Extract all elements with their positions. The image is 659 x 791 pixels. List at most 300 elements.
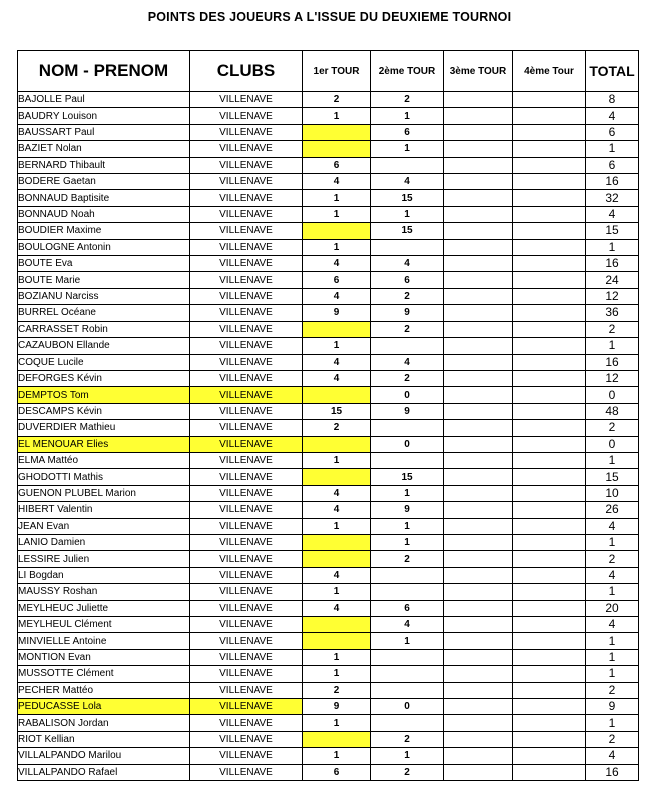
cell-round-3[interactable] — [444, 584, 513, 600]
cell-round-2[interactable] — [371, 567, 444, 583]
cell-club[interactable]: VILLENAVE — [190, 551, 303, 567]
cell-total[interactable]: 4 — [586, 617, 639, 633]
cell-club[interactable]: VILLENAVE — [190, 223, 303, 239]
cell-name[interactable]: MEYLHEUL Clément — [18, 617, 190, 633]
cell-total[interactable]: 1 — [586, 633, 639, 649]
cell-round-1[interactable]: 2 — [303, 682, 371, 698]
cell-name[interactable]: PECHER Mattéo — [18, 682, 190, 698]
cell-name[interactable]: BOUTE Eva — [18, 256, 190, 272]
cell-round-4[interactable] — [513, 469, 586, 485]
cell-name[interactable]: DEFORGES Kévin — [18, 370, 190, 386]
cell-name[interactable]: BODERE Gaetan — [18, 174, 190, 190]
cell-round-2[interactable]: 9 — [371, 305, 444, 321]
cell-round-3[interactable] — [444, 239, 513, 255]
cell-round-3[interactable] — [444, 551, 513, 567]
cell-round-2[interactable]: 2 — [371, 551, 444, 567]
cell-round-1[interactable]: 4 — [303, 567, 371, 583]
cell-club[interactable]: VILLENAVE — [190, 715, 303, 731]
cell-round-3[interactable] — [444, 108, 513, 124]
cell-round-2[interactable]: 1 — [371, 206, 444, 222]
cell-round-1[interactable]: 6 — [303, 272, 371, 288]
cell-name[interactable]: DESCAMPS Kévin — [18, 403, 190, 419]
cell-name[interactable]: BAJOLLE Paul — [18, 92, 190, 108]
cell-round-1[interactable]: 1 — [303, 338, 371, 354]
cell-round-4[interactable] — [513, 288, 586, 304]
cell-name[interactable]: MINVIELLE Antoine — [18, 633, 190, 649]
cell-total[interactable]: 12 — [586, 288, 639, 304]
cell-club[interactable]: VILLENAVE — [190, 617, 303, 633]
cell-name[interactable]: PEDUCASSE Lola — [18, 699, 190, 715]
cell-name[interactable]: LESSIRE Julien — [18, 551, 190, 567]
cell-total[interactable]: 2 — [586, 321, 639, 337]
cell-name[interactable]: GHODOTTI Mathis — [18, 469, 190, 485]
header-round-3[interactable]: 3ème TOUR — [444, 51, 513, 92]
cell-round-2[interactable] — [371, 420, 444, 436]
cell-round-4[interactable] — [513, 92, 586, 108]
cell-total[interactable]: 16 — [586, 256, 639, 272]
cell-round-3[interactable] — [444, 354, 513, 370]
cell-round-2[interactable]: 1 — [371, 748, 444, 764]
cell-round-2[interactable] — [371, 157, 444, 173]
cell-round-2[interactable]: 2 — [371, 370, 444, 386]
cell-round-2[interactable]: 4 — [371, 354, 444, 370]
cell-club[interactable]: VILLENAVE — [190, 190, 303, 206]
cell-round-4[interactable] — [513, 190, 586, 206]
cell-club[interactable]: VILLENAVE — [190, 370, 303, 386]
cell-total[interactable]: 24 — [586, 272, 639, 288]
cell-round-2[interactable]: 4 — [371, 256, 444, 272]
cell-name[interactable]: COQUE Lucile — [18, 354, 190, 370]
cell-name[interactable]: DUVERDIER Mathieu — [18, 420, 190, 436]
cell-name[interactable]: BOUTE Marie — [18, 272, 190, 288]
cell-total[interactable]: 1 — [586, 534, 639, 550]
cell-round-2[interactable] — [371, 666, 444, 682]
cell-round-1[interactable]: 1 — [303, 108, 371, 124]
cell-name[interactable]: CAZAUBON Ellande — [18, 338, 190, 354]
cell-total[interactable]: 6 — [586, 157, 639, 173]
cell-round-4[interactable] — [513, 551, 586, 567]
cell-name[interactable]: MAUSSY Roshan — [18, 584, 190, 600]
cell-name[interactable]: RABALISON Jordan — [18, 715, 190, 731]
cell-round-4[interactable] — [513, 338, 586, 354]
cell-round-2[interactable]: 4 — [371, 617, 444, 633]
cell-round-4[interactable] — [513, 305, 586, 321]
cell-total[interactable]: 0 — [586, 436, 639, 452]
cell-club[interactable]: VILLENAVE — [190, 256, 303, 272]
cell-club[interactable]: VILLENAVE — [190, 420, 303, 436]
cell-round-4[interactable] — [513, 436, 586, 452]
cell-name[interactable]: BONNAUD Baptisite — [18, 190, 190, 206]
cell-round-3[interactable] — [444, 600, 513, 616]
cell-name[interactable]: VILLALPANDO Rafael — [18, 764, 190, 780]
header-club[interactable]: CLUBS — [190, 51, 303, 92]
cell-round-1[interactable]: 1 — [303, 452, 371, 468]
cell-round-3[interactable] — [444, 715, 513, 731]
cell-name[interactable]: EL MENOUAR Elies — [18, 436, 190, 452]
cell-total[interactable]: 1 — [586, 452, 639, 468]
cell-club[interactable]: VILLENAVE — [190, 124, 303, 140]
cell-round-4[interactable] — [513, 403, 586, 419]
cell-round-2[interactable]: 1 — [371, 141, 444, 157]
cell-club[interactable]: VILLENAVE — [190, 682, 303, 698]
cell-round-1[interactable]: 1 — [303, 748, 371, 764]
cell-name[interactable]: VILLALPANDO Marilou — [18, 748, 190, 764]
cell-name[interactable]: LANIO Damien — [18, 534, 190, 550]
cell-name[interactable]: MEYLHEUC Juliette — [18, 600, 190, 616]
cell-round-4[interactable] — [513, 485, 586, 501]
cell-name[interactable]: BOZIANU Narciss — [18, 288, 190, 304]
cell-club[interactable]: VILLENAVE — [190, 288, 303, 304]
cell-round-3[interactable] — [444, 174, 513, 190]
cell-round-4[interactable] — [513, 534, 586, 550]
cell-round-4[interactable] — [513, 206, 586, 222]
cell-total[interactable]: 16 — [586, 764, 639, 780]
cell-round-3[interactable] — [444, 436, 513, 452]
cell-round-4[interactable] — [513, 567, 586, 583]
cell-round-3[interactable] — [444, 305, 513, 321]
cell-club[interactable]: VILLENAVE — [190, 518, 303, 534]
cell-round-3[interactable] — [444, 731, 513, 747]
cell-round-3[interactable] — [444, 699, 513, 715]
cell-round-3[interactable] — [444, 141, 513, 157]
cell-club[interactable]: VILLENAVE — [190, 321, 303, 337]
cell-round-1[interactable] — [303, 436, 371, 452]
cell-round-1[interactable]: 1 — [303, 239, 371, 255]
cell-round-1[interactable]: 15 — [303, 403, 371, 419]
cell-total[interactable]: 1 — [586, 666, 639, 682]
cell-total[interactable]: 48 — [586, 403, 639, 419]
cell-round-2[interactable]: 1 — [371, 633, 444, 649]
cell-name[interactable]: CARRASSET Robin — [18, 321, 190, 337]
cell-round-3[interactable] — [444, 387, 513, 403]
cell-name[interactable]: MUSSOTTE Clément — [18, 666, 190, 682]
cell-club[interactable]: VILLENAVE — [190, 108, 303, 124]
cell-round-3[interactable] — [444, 748, 513, 764]
cell-round-2[interactable]: 9 — [371, 403, 444, 419]
cell-round-3[interactable] — [444, 617, 513, 633]
cell-round-4[interactable] — [513, 174, 586, 190]
cell-round-1[interactable]: 1 — [303, 584, 371, 600]
cell-round-4[interactable] — [513, 354, 586, 370]
cell-club[interactable]: VILLENAVE — [190, 534, 303, 550]
cell-round-1[interactable] — [303, 469, 371, 485]
cell-round-2[interactable]: 2 — [371, 764, 444, 780]
cell-round-2[interactable]: 15 — [371, 223, 444, 239]
cell-round-1[interactable] — [303, 223, 371, 239]
cell-round-3[interactable] — [444, 682, 513, 698]
cell-round-4[interactable] — [513, 239, 586, 255]
cell-round-4[interactable] — [513, 666, 586, 682]
cell-round-4[interactable] — [513, 715, 586, 731]
cell-name[interactable]: BERNARD Thibault — [18, 157, 190, 173]
cell-total[interactable]: 26 — [586, 502, 639, 518]
cell-round-3[interactable] — [444, 190, 513, 206]
cell-round-1[interactable] — [303, 534, 371, 550]
cell-total[interactable]: 4 — [586, 567, 639, 583]
cell-round-2[interactable]: 2 — [371, 321, 444, 337]
cell-round-1[interactable] — [303, 731, 371, 747]
cell-total[interactable]: 36 — [586, 305, 639, 321]
cell-round-1[interactable]: 9 — [303, 699, 371, 715]
cell-round-1[interactable] — [303, 387, 371, 403]
cell-total[interactable]: 20 — [586, 600, 639, 616]
cell-round-4[interactable] — [513, 256, 586, 272]
cell-name[interactable]: BOUDIER Maxime — [18, 223, 190, 239]
cell-round-1[interactable]: 4 — [303, 354, 371, 370]
cell-round-4[interactable] — [513, 731, 586, 747]
cell-round-2[interactable] — [371, 338, 444, 354]
cell-total[interactable]: 32 — [586, 190, 639, 206]
cell-round-1[interactable]: 9 — [303, 305, 371, 321]
cell-total[interactable]: 9 — [586, 699, 639, 715]
cell-club[interactable]: VILLENAVE — [190, 633, 303, 649]
cell-total[interactable]: 4 — [586, 748, 639, 764]
cell-round-3[interactable] — [444, 92, 513, 108]
cell-round-4[interactable] — [513, 370, 586, 386]
cell-round-1[interactable]: 4 — [303, 288, 371, 304]
cell-round-1[interactable] — [303, 617, 371, 633]
cell-round-3[interactable] — [444, 534, 513, 550]
cell-round-2[interactable]: 0 — [371, 436, 444, 452]
cell-club[interactable]: VILLENAVE — [190, 157, 303, 173]
cell-club[interactable]: VILLENAVE — [190, 436, 303, 452]
cell-round-1[interactable]: 6 — [303, 157, 371, 173]
cell-name[interactable]: RIOT Kellian — [18, 731, 190, 747]
cell-round-1[interactable] — [303, 633, 371, 649]
cell-round-4[interactable] — [513, 157, 586, 173]
cell-name[interactable]: LI Bogdan — [18, 567, 190, 583]
cell-round-3[interactable] — [444, 502, 513, 518]
cell-round-1[interactable]: 1 — [303, 190, 371, 206]
cell-round-3[interactable] — [444, 452, 513, 468]
cell-club[interactable]: VILLENAVE — [190, 305, 303, 321]
cell-round-4[interactable] — [513, 649, 586, 665]
cell-round-2[interactable]: 15 — [371, 190, 444, 206]
cell-total[interactable]: 15 — [586, 223, 639, 239]
cell-name[interactable]: DEMPTOS Tom — [18, 387, 190, 403]
cell-round-3[interactable] — [444, 420, 513, 436]
cell-total[interactable]: 8 — [586, 92, 639, 108]
header-round-4[interactable]: 4ème Tour — [513, 51, 586, 92]
cell-club[interactable]: VILLENAVE — [190, 764, 303, 780]
cell-total[interactable]: 0 — [586, 387, 639, 403]
cell-name[interactable]: HIBERT Valentin — [18, 502, 190, 518]
cell-name[interactable]: BAZIET Nolan — [18, 141, 190, 157]
cell-round-2[interactable] — [371, 239, 444, 255]
cell-name[interactable]: JEAN Evan — [18, 518, 190, 534]
cell-name[interactable]: GUENON PLUBEL Marion — [18, 485, 190, 501]
cell-round-3[interactable] — [444, 124, 513, 140]
cell-club[interactable]: VILLENAVE — [190, 600, 303, 616]
cell-club[interactable]: VILLENAVE — [190, 92, 303, 108]
cell-round-1[interactable]: 1 — [303, 715, 371, 731]
cell-round-4[interactable] — [513, 502, 586, 518]
cell-name[interactable]: MONTION Evan — [18, 649, 190, 665]
cell-round-4[interactable] — [513, 223, 586, 239]
cell-round-1[interactable]: 4 — [303, 256, 371, 272]
cell-round-3[interactable] — [444, 403, 513, 419]
cell-total[interactable]: 15 — [586, 469, 639, 485]
cell-round-1[interactable] — [303, 551, 371, 567]
cell-round-3[interactable] — [444, 223, 513, 239]
cell-name[interactable]: BOULOGNE Antonin — [18, 239, 190, 255]
cell-club[interactable]: VILLENAVE — [190, 649, 303, 665]
cell-round-4[interactable] — [513, 141, 586, 157]
cell-total[interactable]: 1 — [586, 584, 639, 600]
cell-total[interactable]: 16 — [586, 354, 639, 370]
cell-club[interactable]: VILLENAVE — [190, 502, 303, 518]
cell-round-1[interactable]: 1 — [303, 518, 371, 534]
cell-club[interactable]: VILLENAVE — [190, 174, 303, 190]
cell-round-2[interactable]: 15 — [371, 469, 444, 485]
cell-club[interactable]: VILLENAVE — [190, 403, 303, 419]
cell-round-1[interactable]: 6 — [303, 764, 371, 780]
cell-club[interactable]: VILLENAVE — [190, 748, 303, 764]
cell-round-4[interactable] — [513, 124, 586, 140]
cell-club[interactable]: VILLENAVE — [190, 567, 303, 583]
cell-club[interactable]: VILLENAVE — [190, 731, 303, 747]
cell-round-4[interactable] — [513, 682, 586, 698]
cell-round-4[interactable] — [513, 108, 586, 124]
cell-round-2[interactable]: 4 — [371, 174, 444, 190]
cell-round-3[interactable] — [444, 272, 513, 288]
cell-round-1[interactable]: 4 — [303, 600, 371, 616]
cell-name[interactable]: BURREL Océane — [18, 305, 190, 321]
cell-round-4[interactable] — [513, 600, 586, 616]
cell-total[interactable]: 10 — [586, 485, 639, 501]
cell-round-3[interactable] — [444, 256, 513, 272]
cell-round-2[interactable]: 2 — [371, 92, 444, 108]
cell-round-3[interactable] — [444, 370, 513, 386]
cell-round-3[interactable] — [444, 633, 513, 649]
cell-round-2[interactable]: 2 — [371, 288, 444, 304]
cell-total[interactable]: 1 — [586, 715, 639, 731]
cell-round-1[interactable]: 1 — [303, 666, 371, 682]
cell-round-2[interactable]: 1 — [371, 534, 444, 550]
header-round-1[interactable]: 1er TOUR — [303, 51, 371, 92]
cell-round-3[interactable] — [444, 469, 513, 485]
cell-club[interactable]: VILLENAVE — [190, 141, 303, 157]
cell-total[interactable]: 2 — [586, 420, 639, 436]
cell-round-3[interactable] — [444, 157, 513, 173]
cell-name[interactable]: BAUDRY Louison — [18, 108, 190, 124]
header-total[interactable]: TOTAL — [586, 51, 639, 92]
cell-name[interactable]: ELMA Mattéo — [18, 452, 190, 468]
cell-round-3[interactable] — [444, 288, 513, 304]
cell-round-1[interactable]: 4 — [303, 485, 371, 501]
cell-round-1[interactable]: 2 — [303, 420, 371, 436]
cell-round-2[interactable] — [371, 649, 444, 665]
cell-round-1[interactable] — [303, 124, 371, 140]
cell-round-4[interactable] — [513, 452, 586, 468]
cell-round-2[interactable] — [371, 452, 444, 468]
cell-round-4[interactable] — [513, 518, 586, 534]
cell-total[interactable]: 2 — [586, 731, 639, 747]
cell-round-1[interactable]: 4 — [303, 502, 371, 518]
cell-total[interactable]: 12 — [586, 370, 639, 386]
cell-total[interactable]: 6 — [586, 124, 639, 140]
cell-round-1[interactable]: 1 — [303, 206, 371, 222]
cell-name[interactable]: BONNAUD Noah — [18, 206, 190, 222]
cell-round-4[interactable] — [513, 584, 586, 600]
cell-round-2[interactable]: 1 — [371, 518, 444, 534]
cell-club[interactable]: VILLENAVE — [190, 354, 303, 370]
cell-total[interactable]: 4 — [586, 108, 639, 124]
cell-club[interactable]: VILLENAVE — [190, 338, 303, 354]
cell-round-4[interactable] — [513, 633, 586, 649]
cell-round-2[interactable]: 6 — [371, 600, 444, 616]
cell-name[interactable]: BAUSSART Paul — [18, 124, 190, 140]
cell-round-2[interactable]: 6 — [371, 272, 444, 288]
cell-round-1[interactable]: 2 — [303, 92, 371, 108]
cell-club[interactable]: VILLENAVE — [190, 452, 303, 468]
cell-round-1[interactable] — [303, 321, 371, 337]
cell-total[interactable]: 4 — [586, 206, 639, 222]
cell-round-3[interactable] — [444, 649, 513, 665]
cell-round-2[interactable]: 6 — [371, 124, 444, 140]
cell-total[interactable]: 1 — [586, 239, 639, 255]
cell-round-1[interactable]: 1 — [303, 649, 371, 665]
cell-round-1[interactable]: 4 — [303, 174, 371, 190]
cell-round-2[interactable]: 1 — [371, 108, 444, 124]
cell-round-4[interactable] — [513, 699, 586, 715]
cell-round-4[interactable] — [513, 748, 586, 764]
cell-round-2[interactable]: 0 — [371, 387, 444, 403]
cell-club[interactable]: VILLENAVE — [190, 272, 303, 288]
cell-round-2[interactable]: 2 — [371, 731, 444, 747]
cell-round-4[interactable] — [513, 420, 586, 436]
cell-round-2[interactable] — [371, 715, 444, 731]
cell-round-2[interactable]: 9 — [371, 502, 444, 518]
cell-total[interactable]: 1 — [586, 141, 639, 157]
cell-round-3[interactable] — [444, 206, 513, 222]
cell-round-4[interactable] — [513, 272, 586, 288]
cell-round-4[interactable] — [513, 617, 586, 633]
cell-round-2[interactable] — [371, 682, 444, 698]
cell-club[interactable]: VILLENAVE — [190, 239, 303, 255]
cell-total[interactable]: 1 — [586, 649, 639, 665]
cell-round-1[interactable] — [303, 141, 371, 157]
cell-round-3[interactable] — [444, 666, 513, 682]
cell-round-4[interactable] — [513, 764, 586, 780]
cell-round-2[interactable]: 1 — [371, 485, 444, 501]
cell-round-3[interactable] — [444, 321, 513, 337]
cell-club[interactable]: VILLENAVE — [190, 666, 303, 682]
cell-total[interactable]: 4 — [586, 518, 639, 534]
cell-club[interactable]: VILLENAVE — [190, 584, 303, 600]
cell-total[interactable]: 16 — [586, 174, 639, 190]
cell-club[interactable]: VILLENAVE — [190, 469, 303, 485]
cell-round-3[interactable] — [444, 338, 513, 354]
cell-round-4[interactable] — [513, 321, 586, 337]
cell-club[interactable]: VILLENAVE — [190, 387, 303, 403]
cell-total[interactable]: 2 — [586, 551, 639, 567]
cell-round-1[interactable]: 4 — [303, 370, 371, 386]
cell-round-3[interactable] — [444, 485, 513, 501]
cell-total[interactable]: 2 — [586, 682, 639, 698]
cell-round-4[interactable] — [513, 387, 586, 403]
header-name[interactable]: NOM - PRENOM — [18, 51, 190, 92]
cell-total[interactable]: 1 — [586, 338, 639, 354]
cell-club[interactable]: VILLENAVE — [190, 485, 303, 501]
cell-club[interactable]: VILLENAVE — [190, 699, 303, 715]
cell-club[interactable]: VILLENAVE — [190, 206, 303, 222]
cell-round-2[interactable]: 0 — [371, 699, 444, 715]
header-round-2[interactable]: 2ème TOUR — [371, 51, 444, 92]
cell-round-2[interactable] — [371, 584, 444, 600]
cell-round-3[interactable] — [444, 518, 513, 534]
cell-round-3[interactable] — [444, 764, 513, 780]
